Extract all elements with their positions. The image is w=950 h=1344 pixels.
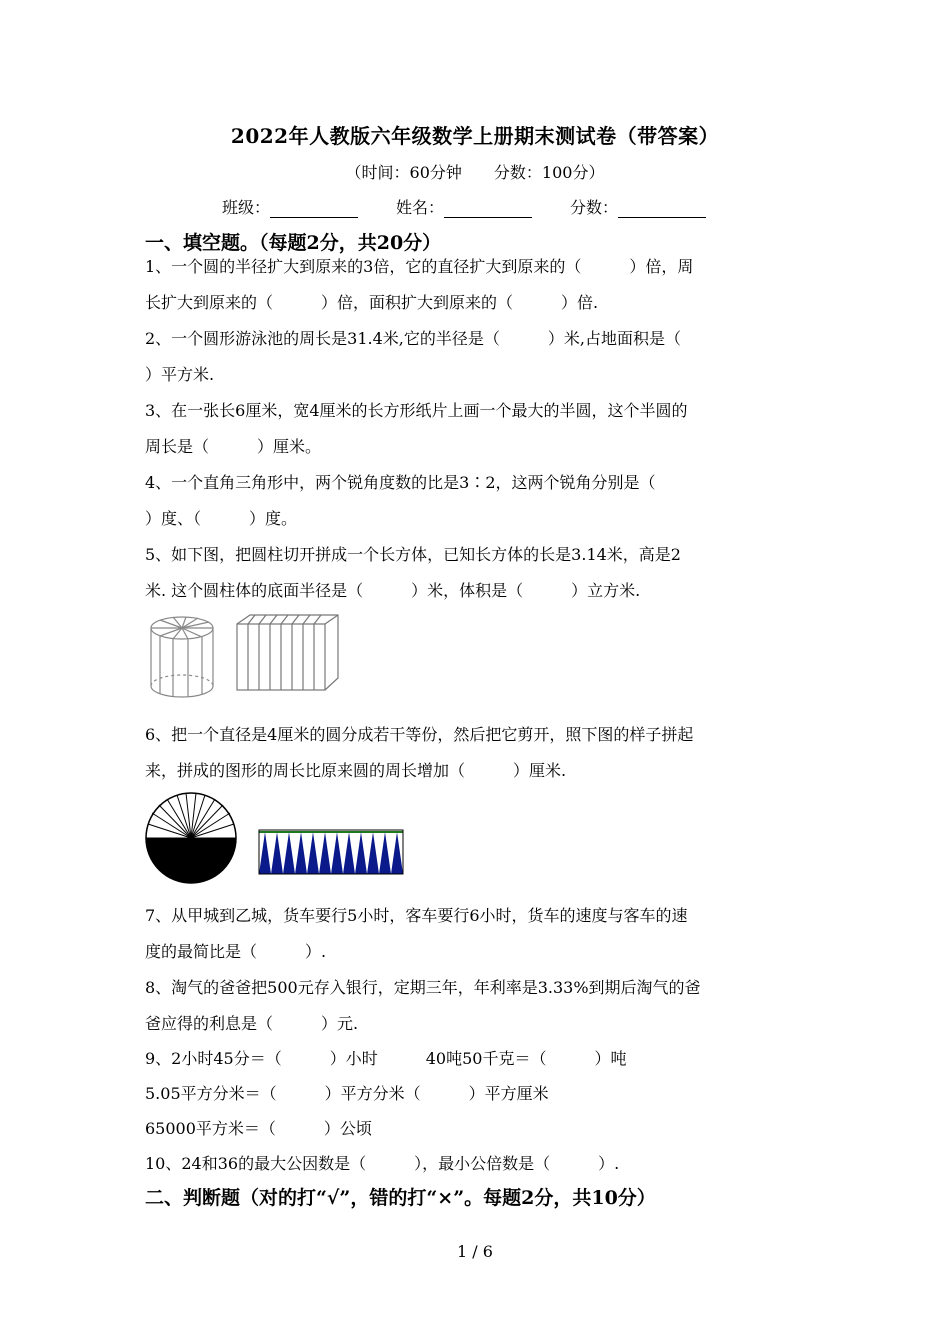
circle-sectors-figure <box>144 792 238 884</box>
section2-heading: 二、判断题（对的打“√”，错的打“×”。每题2分，共10分） <box>145 1187 656 1209</box>
q5-line2: 米. 这个圆柱体的底面半径是（ ）米，体积是（ ）立方米. <box>145 581 641 600</box>
q4-line2: ）度、（ ）度。 <box>145 509 298 528</box>
name-field[interactable] <box>396 195 570 218</box>
q7-line2: 度的最简比是（ ）. <box>145 942 327 961</box>
page-number: 1 / 6 <box>457 1242 493 1261</box>
q5-line1: 5、如下图，把圆柱切开拼成一个长方体，已知长方体的长是3.14米，高是2 <box>145 545 681 564</box>
q3-line1: 3、在一张长6厘米，宽4厘米的长方形纸片上画一个最大的半圆，这个半圆的 <box>145 401 688 420</box>
score-blank[interactable] <box>618 199 706 218</box>
q7-line1: 7、从甲城到乙城，货车要行5小时，客车要行6小时，货车的速度与客车的速 <box>145 906 688 925</box>
student-info-row <box>222 195 706 218</box>
class-blank[interactable] <box>270 199 358 218</box>
q4-line1: 4、一个直角三角形中，两个锐角度数的比是3∶2，这两个锐角分别是（ <box>145 473 656 492</box>
class-field[interactable] <box>222 195 396 218</box>
q1-line1: 1、一个圆的半径扩大到原来的3倍，它的直径扩大到原来的（ ）倍，周 <box>145 257 694 276</box>
q3-line2: 周长是（ ）厘米。 <box>145 437 322 456</box>
q9-line2: 5.05平方分米＝（ ）平方分米（ ）平方厘米 <box>145 1084 549 1103</box>
q2-line2: ）平方米. <box>145 365 215 384</box>
q8-line1: 8、淘气的爸爸把500元存入银行，定期三年，年利率是3.33%到期后淘气的爸 <box>145 978 701 997</box>
q6-line1: 6、把一个直径是4厘米的圆分成若干等份，然后把它剪开，照下图的样子拼起 <box>145 725 694 744</box>
q9-line1: 9、2小时45分＝（ ）小时 40吨50千克＝（ ）吨 <box>145 1049 627 1068</box>
name-blank[interactable] <box>444 199 532 218</box>
q1-line2: 长扩大到原来的（ ）倍，面积扩大到原来的（ ）倍. <box>145 293 599 312</box>
section1-heading: 一、填空题。（每题2分，共20分） <box>145 232 442 254</box>
q10-line1: 10、24和36的最大公因数是（ ），最小公倍数是（ ）. <box>145 1154 620 1173</box>
q8-line2: 爸应得的利息是（ ）元. <box>145 1014 359 1033</box>
name-label: 姓名： <box>396 198 445 217</box>
q6-line2: 来，拼成的图形的周长比原来圆的周长增加（ ）厘米. <box>145 761 567 780</box>
class-label: 班级： <box>222 198 271 217</box>
score-label: 分数： <box>570 198 619 217</box>
q2-line1: 2、一个圆形游泳池的周长是31.4米,它的半径是（ ）米,占地面积是（ <box>145 329 681 348</box>
q9-line3: 65000平方米＝（ ）公顷 <box>145 1119 372 1138</box>
cylinder-figure <box>148 612 220 700</box>
rearranged-strip-figure <box>257 826 407 876</box>
score-field[interactable] <box>570 195 706 218</box>
exam-subtitle: （时间：60分钟 分数：100分） <box>345 163 605 182</box>
cuboid-figure <box>234 612 342 694</box>
exam-title: 2022年人教版六年级数学上册期末测试卷（带答案） <box>230 124 720 148</box>
